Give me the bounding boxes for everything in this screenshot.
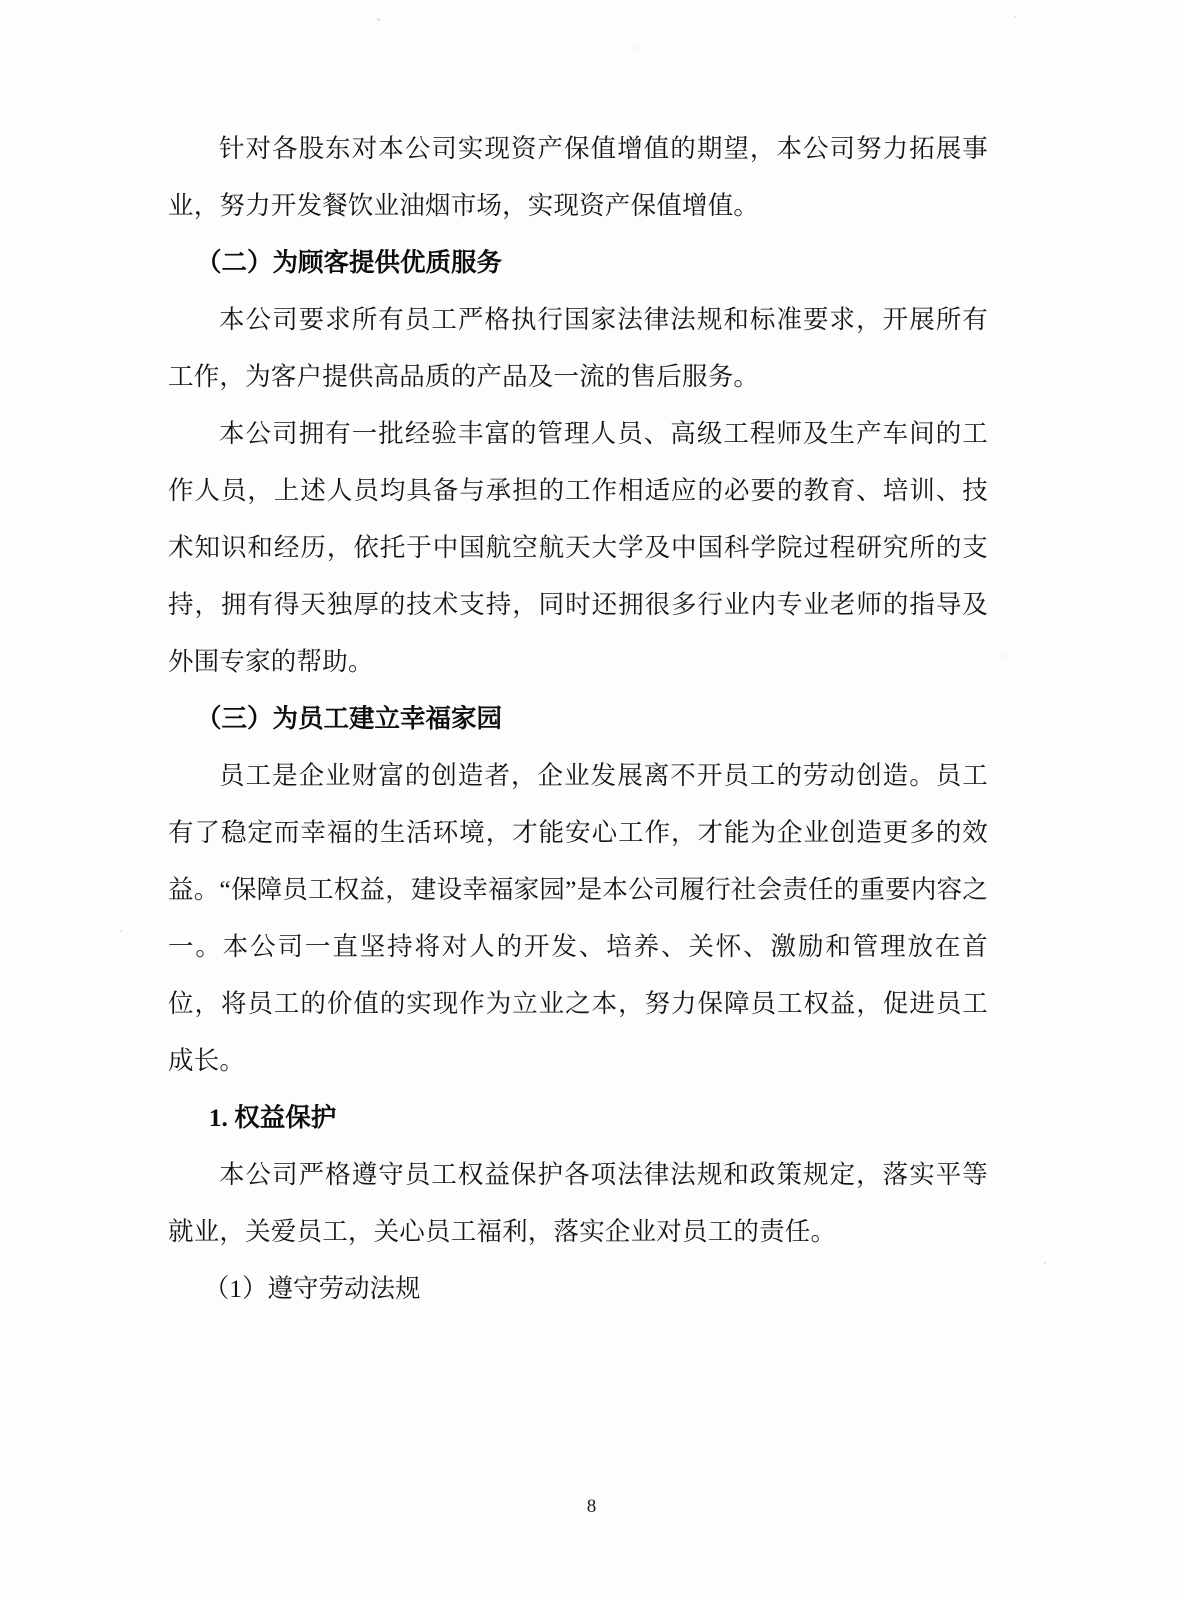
scan-speck [120, 930, 122, 932]
paragraph-shareholder-expectation: 针对各股东对本公司实现资产保值增值的期望，本公司努力拓展事业，努力开发餐饮业油烟市场，实现资产保值增值。 [168, 134, 988, 220]
section-heading-quality-service: （二）为顾客提供优质服务 [196, 248, 503, 277]
document-body [168, 120, 988, 1317]
section-heading-happy-home: （三）为员工建立幸福家园 [196, 704, 503, 733]
page-number: 8 [586, 1496, 597, 1517]
scan-speck [1002, 655, 1004, 657]
scan-speck [1044, 1262, 1046, 1264]
paragraph-rights-compliance: 本公司严格遵守员工权益保护各项法律法规和政策规定，落实平等就业，关爱员工，关心员工福利，落实企业对员工的责任。 [168, 1160, 988, 1246]
subsection-heading-rights-protection: 1. 权益保护 [208, 1103, 337, 1132]
scan-speck [377, 18, 380, 21]
scan-speck [636, 47, 638, 49]
paragraph-staff-experience: 本公司拥有一批经验丰富的管理人员、高级工程师及生产车间的工作人员，上述人员均具备与承担的工作相适应的必要的教育、培训、技术知识和经历，依托于中国航空航天大学及中国科学院过程研究所的支持，拥有得天独厚的技术支持，同时还拥很多行业内专业老师的指导及外围专家的帮助。 [168, 419, 988, 676]
scan-speck [1014, 16, 1016, 18]
paragraph-legal-compliance: 本公司要求所有员工严格执行国家法律法规和标准要求，开展所有工作，为客户提供高品质的产品及一流的售后服务。 [168, 305, 988, 391]
paragraph-employee-value: 员工是企业财富的创造者，企业发展离不开员工的劳动创造。员工有了稳定而幸福的生活环境，才能安心工作，才能为企业创造更多的效益。“保障员工权益，建设幸福家园”是本公司履行社会责任的重要内容之一。本公司一直坚持将对人的开发、培养、关怀、激励和管理放在首位，将员工的价值的实现作为立业之本，努力保障员工权益，促进员工成长。 [168, 761, 988, 1075]
list-item-labor-law: （1）遵守劳动法规 [203, 1274, 421, 1303]
